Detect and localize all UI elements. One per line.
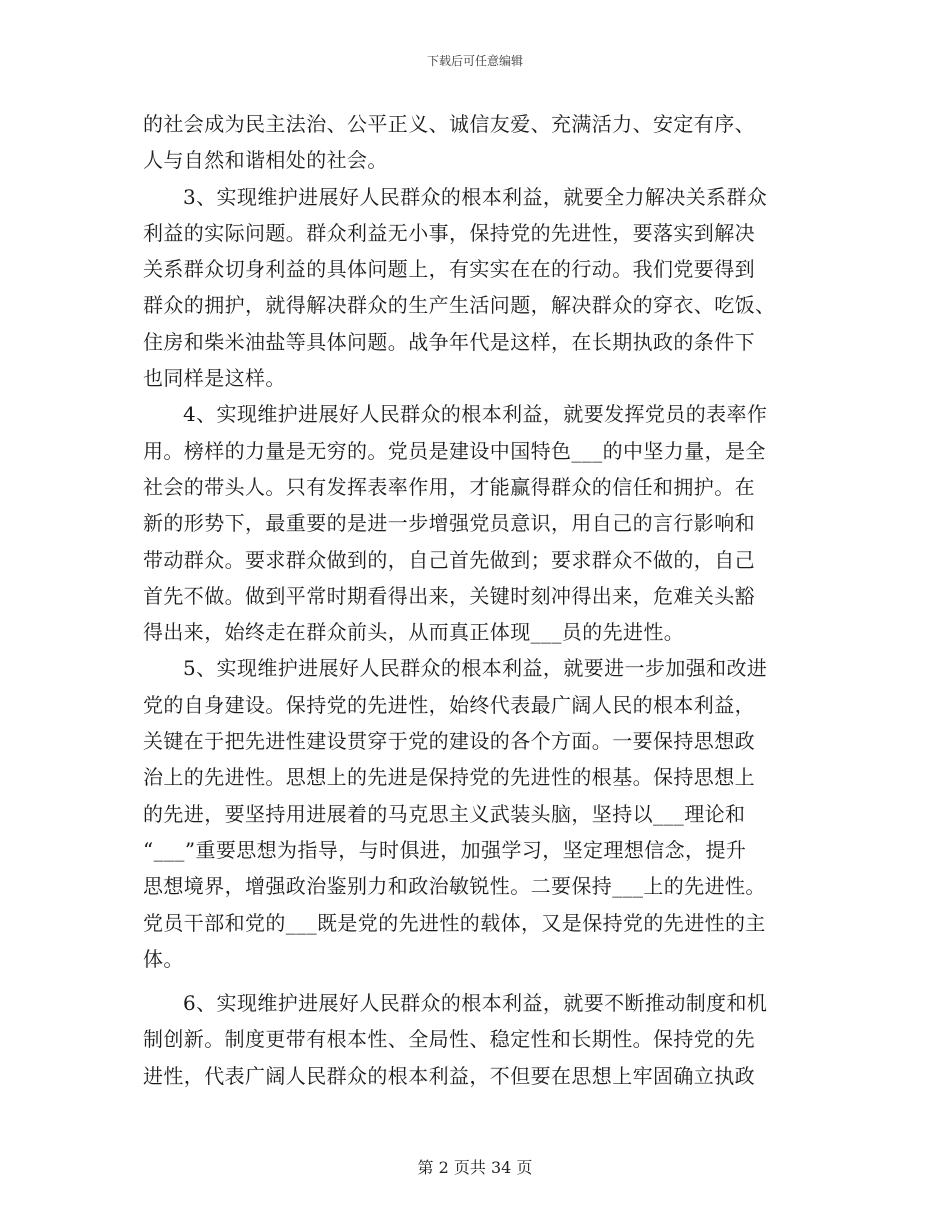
- text-line: 体。: [143, 946, 184, 971]
- text-line: 党的自身建设。保持党的先进性，始终代表最广阔人民的根本利益，: [143, 692, 755, 717]
- text-line: 新的形势下，最重要的是进一步增强党员意识，用自己的言行影响和: [143, 511, 755, 536]
- text-line: 也同样是这样。: [143, 366, 286, 391]
- text-line: 社会的带头人。只有发挥表率作用，才能赢得群众的信任和拥护。在: [143, 474, 755, 499]
- text-line: 关键在于把先进性建设贯穿于党的建设的各个方面。一要保持思想政: [143, 729, 755, 754]
- text-line: “___”重要思想为指导，与时俱进，加强学习，坚定理想信念，提升: [143, 837, 747, 862]
- text-line: 思想境界，增强政治鉴别力和政治敏锐性。二要保持___上的先进性。: [143, 874, 766, 899]
- paragraph: [143, 106, 813, 179]
- document-body: [143, 106, 813, 1094]
- paragraph: [143, 985, 813, 1094]
- page-header: 下载后可任意编辑: [426, 54, 523, 68]
- text-line: 得出来，始终走在群众前头，从而真正体现___员的先进性。: [143, 620, 685, 645]
- text-line: 住房和柴米油盐等具体问题。战争年代是这样，在长期执政的条件下: [143, 329, 755, 354]
- text-line: 首先不做。做到平常时期看得出来，关键时刻冲得出来，危难关头豁: [143, 583, 755, 608]
- text-line: 带动群众。要求群众做到的，自己首先做到；要求群众不做的，自己: [143, 547, 755, 572]
- text-line: 群众的拥护，就得解决群众的生产生活问题，解决群众的穿衣、吃饭、: [143, 293, 776, 318]
- text-line: 党员干部和党的___既是党的先进性的载体，又是保持党的先进性的主: [143, 910, 766, 935]
- text-line: 3、实现维护进展好人民群众的根本利益，就要全力解决关系群众: [183, 184, 768, 209]
- paragraph: [143, 650, 813, 977]
- text-line: 的社会成为民主法治、公平正义、诚信友爱、充满活力、安定有序、: [143, 112, 755, 136]
- text-line: 4、实现维护进展好人民群众的根本利益，就要发挥党员的表率作: [183, 402, 768, 427]
- text-line: 5、实现维护进展好人民群众的根本利益，就要进一步加强和改进: [183, 656, 768, 681]
- text-line: 6、实现维护进展好人民群众的根本利益，就要不断推动制度和机: [183, 991, 768, 1016]
- text-line: 用。榜样的力量是无穷的。党员是建设中国特色___的中坚力量，是全: [143, 438, 766, 463]
- text-line: 关系群众切身利益的具体问题上，有实实在在的行动。我们党要得到: [143, 257, 755, 282]
- paragraph: [143, 179, 813, 397]
- text-line: 的先进，要坚持用进展着的马克思主义武装头脑，坚持以___理论和: [143, 801, 746, 826]
- text-line: 进性，代表广阔人民群众的根本利益，不但要在思想上牢固确立执政: [143, 1063, 755, 1088]
- text-line: 人与自然和谐相处的社会。: [143, 148, 388, 173]
- text-line: 利益的实际问题。群众利益无小事，保持党的先进性，要落实到解决: [143, 220, 755, 245]
- text-line: 制创新。制度更带有根本性、全局性、稳定性和长期性。保持党的先: [143, 1027, 755, 1052]
- paragraph: [143, 396, 813, 650]
- text-line: 治上的先进性。思想上的先进是保持党的先进性的根基。保持思想上: [143, 765, 755, 790]
- paragraph-gap: [143, 977, 813, 985]
- page-footer: 第 2 页共 34 页: [417, 1158, 533, 1177]
